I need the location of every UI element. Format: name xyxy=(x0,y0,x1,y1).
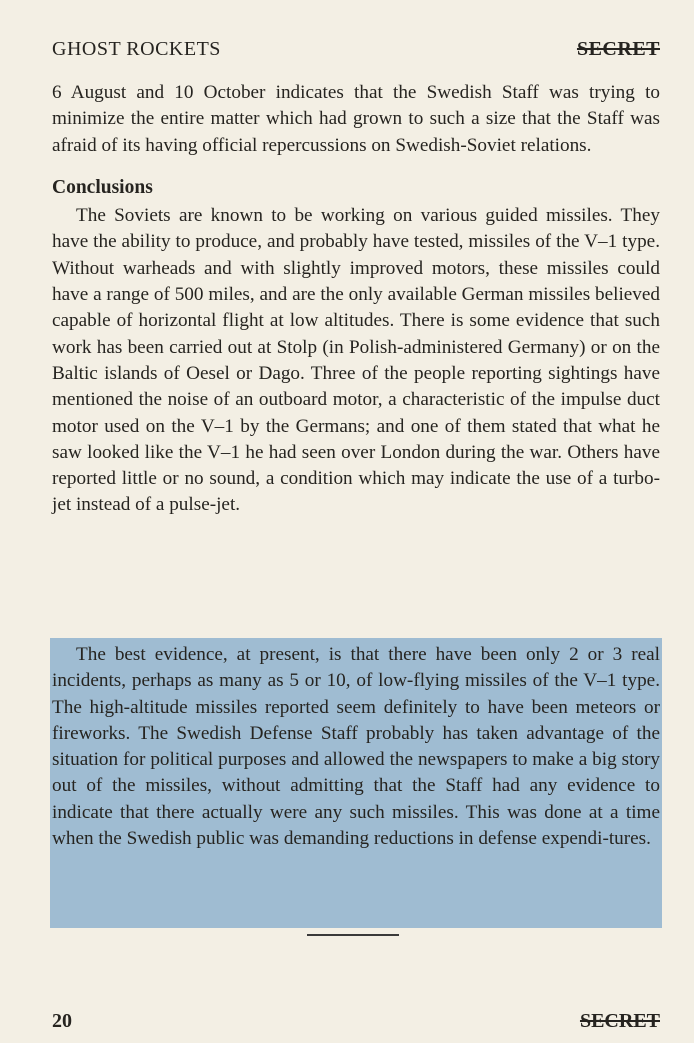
paragraph-best-evidence[interactable]: The best evidence, at present, is that there have been only 2 or 3 real incidents, perhaps as many as 5 or 10, of low-flying missiles of the V–1 type. The high-altitude missiles reported seem definitely to have been meteors or fireworks. The Swedish Defense Staff probably has taken advantage of the situation for political purposes and allowed the newspapers to make a big story out of the missiles, without admitting that the Staff had any evidence to indicate that there actually were any such missiles. This was done at a time when the Swedish public was demanding reductions in defense expendi-tures. xyxy=(52,644,660,850)
page-footer xyxy=(52,1010,660,1033)
body-text xyxy=(52,80,660,519)
section-heading-conclusions: Conclusions xyxy=(52,176,153,198)
page-number: 20 xyxy=(52,1010,72,1032)
page-header xyxy=(52,38,660,61)
paragraph-soviet-missiles: The Soviets are known to be working on various guided missiles. They have the ability to produce, and probably have tested, missiles of the V–1 type. Without warheads and with slightly improved motors, these missiles could have a range of 500 miles, and are the only available German missiles believed capable of horizontal flight at low altitudes. There is some evidence that such work has been carried out at Stolp (in Polish-administered Germany) or on the Baltic islands of Oesel or Dago. Three of the people reporting sightings have mentioned the noise of an outboard motor, a characteristic of the impulse duct motor used on the V–1 by the Germans; and one of them stated that what he saw looked like the V–1 he had seen over London during the war. Others have reported little or no sound, a condition which may indicate the use of a turbo-jet instead of a pulse-jet. xyxy=(52,205,660,516)
classification-mark-top: SECRET xyxy=(576,38,660,60)
paragraph-continuation: 6 August and 10 October indicates that the Swedish Staff was trying to minimize the entire matter which had grown to such a size that the Staff was afraid of its having official repercussions on Swedish-Soviet relations. xyxy=(52,82,660,156)
section-divider xyxy=(307,934,399,936)
classification-mark-bottom: SECRET xyxy=(579,1010,660,1032)
running-title: GHOST ROCKETS xyxy=(52,38,221,60)
